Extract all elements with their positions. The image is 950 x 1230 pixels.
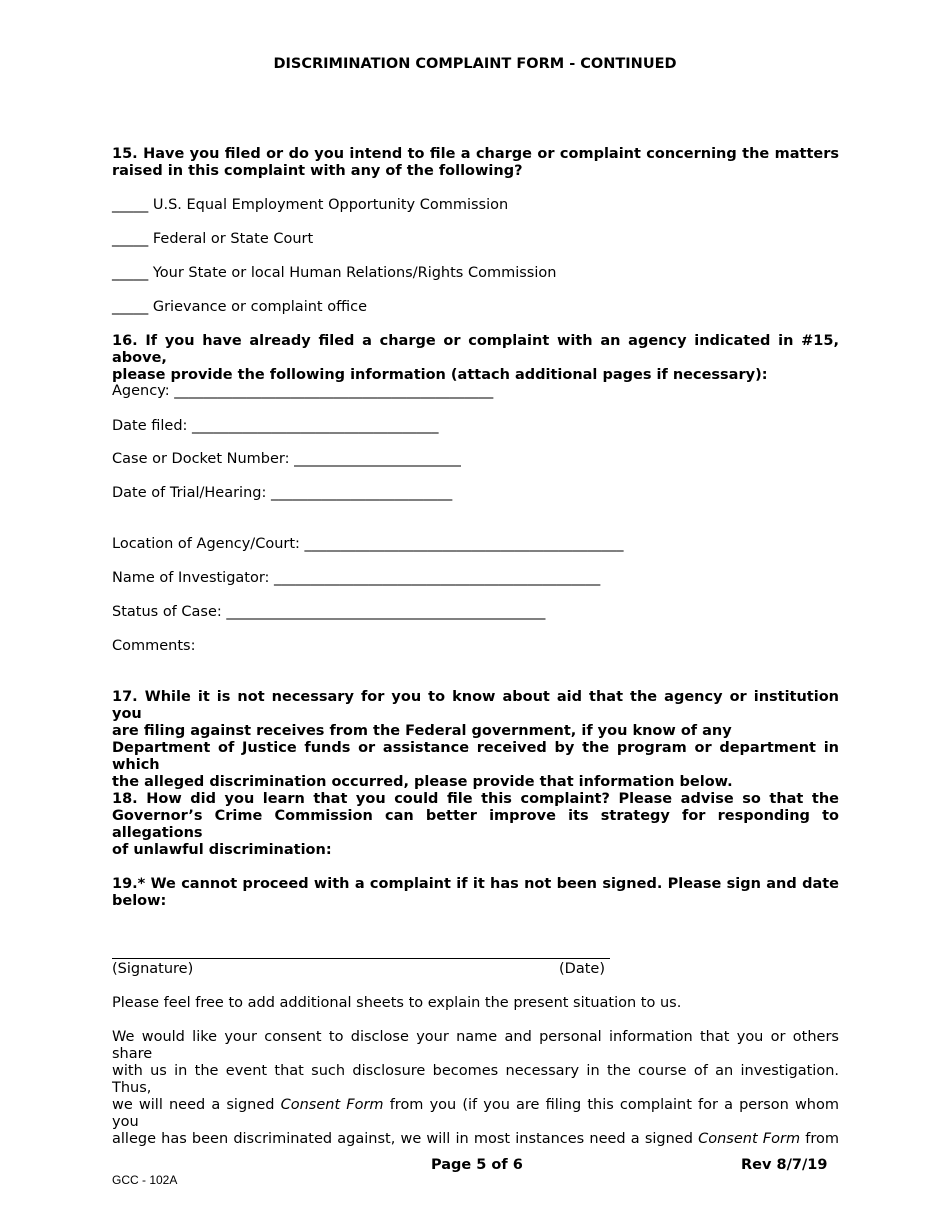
case-number-field[interactable]: Case or Docket Number: _______________________ xyxy=(112,451,461,467)
consent-line xyxy=(112,1131,839,1148)
question-text-line: 16. If you have already filed a charge or complaint with an agency indicated in #15, above, xyxy=(112,333,839,366)
question-19 xyxy=(112,876,839,910)
question-text-line: 15. Have you filed or do you intend to file a charge or complaint concerning the matters xyxy=(112,146,839,162)
date-label: (Date) xyxy=(559,961,605,977)
form-id: GCC - 102A xyxy=(112,1173,178,1187)
option-commission[interactable]: _____ Your State or local Human Relations/Rights Commission xyxy=(112,265,557,281)
question-text-line: the alleged discrimination occurred, please provide that information below. xyxy=(112,774,733,790)
investigator-field[interactable]: Name of Investigator: _____________________________________________ xyxy=(112,570,601,586)
consent-paragraph xyxy=(112,1029,839,1148)
consent-line: We would like your consent to disclose your name and personal information that you or others share xyxy=(112,1029,839,1062)
option-court[interactable]: _____ Federal or State Court xyxy=(112,231,314,247)
question-text-line: Governor’s Crime Commission can better improve its strategy for responding to allegations xyxy=(112,808,839,841)
question-text-line: of unlawful discrimination: xyxy=(112,842,332,858)
question-text-line: 17. While it is not necessary for you to know about aid that the agency or institution you xyxy=(112,689,839,722)
consent-line xyxy=(112,1097,839,1131)
consent-form-term: Consent Form xyxy=(280,1097,384,1113)
question-text-line: below: xyxy=(112,893,167,909)
page-title: DISCRIMINATION COMPLAINT FORM - CONTINUED xyxy=(273,56,677,72)
consent-line: with us in the event that such disclosure becomes necessary in the course of an investigation. Thus, xyxy=(112,1063,839,1096)
question-17 xyxy=(112,689,839,791)
date-filed-field[interactable]: Date filed: __________________________________ xyxy=(112,418,439,434)
question-18 xyxy=(112,791,839,859)
agency-field[interactable]: Agency: ____________________________________________ xyxy=(112,383,494,399)
question-text-line: are filing against receives from the Federal government, if you know of any xyxy=(112,723,732,739)
consent-text: we will need a signed xyxy=(112,1097,281,1113)
question-text-line: please provide the following information (attach additional pages if necessary): xyxy=(112,367,768,383)
question-16 xyxy=(112,333,839,384)
option-eeoc[interactable]: _____ U.S. Equal Employment Opportunity Commission xyxy=(112,197,509,213)
option-grievance-office[interactable]: _____ Grievance or complaint office xyxy=(112,299,367,315)
comments-label: Comments: xyxy=(112,638,196,654)
location-field[interactable]: Location of Agency/Court: ____________________________________________ xyxy=(112,536,624,552)
question-text-line: raised in this complaint with any of the following? xyxy=(112,163,523,179)
question-text-line: 18. How did you learn that you could file this complaint? Please advise so that the xyxy=(112,791,839,807)
consent-text: from you (if you are filing this complaint for a person whom you xyxy=(112,1097,839,1130)
additional-sheets-note: Please feel free to add additional sheets to explain the present situation to us. xyxy=(112,995,682,1011)
consent-text: allege has been discriminated against, we will in most instances need a signed xyxy=(112,1131,699,1147)
consent-form-term: Consent Form xyxy=(698,1131,801,1147)
question-15 xyxy=(112,146,839,180)
signature-label: (Signature) xyxy=(112,961,194,977)
question-text-line: 19.* We cannot proceed with a complaint if it has not been signed. Please sign and date xyxy=(112,876,839,892)
case-status-field[interactable]: Status of Case: ____________________________________________ xyxy=(112,604,546,620)
revision-date: Rev 8/7/19 xyxy=(741,1157,828,1173)
page-number: Page 5 of 6 xyxy=(431,1157,523,1173)
question-text-line: Department of Justice funds or assistance received by the program or department in which xyxy=(112,740,839,773)
trial-date-field[interactable]: Date of Trial/Hearing: _________________________ xyxy=(112,485,453,501)
consent-text: from xyxy=(800,1131,839,1147)
signature-line[interactable] xyxy=(112,958,610,959)
